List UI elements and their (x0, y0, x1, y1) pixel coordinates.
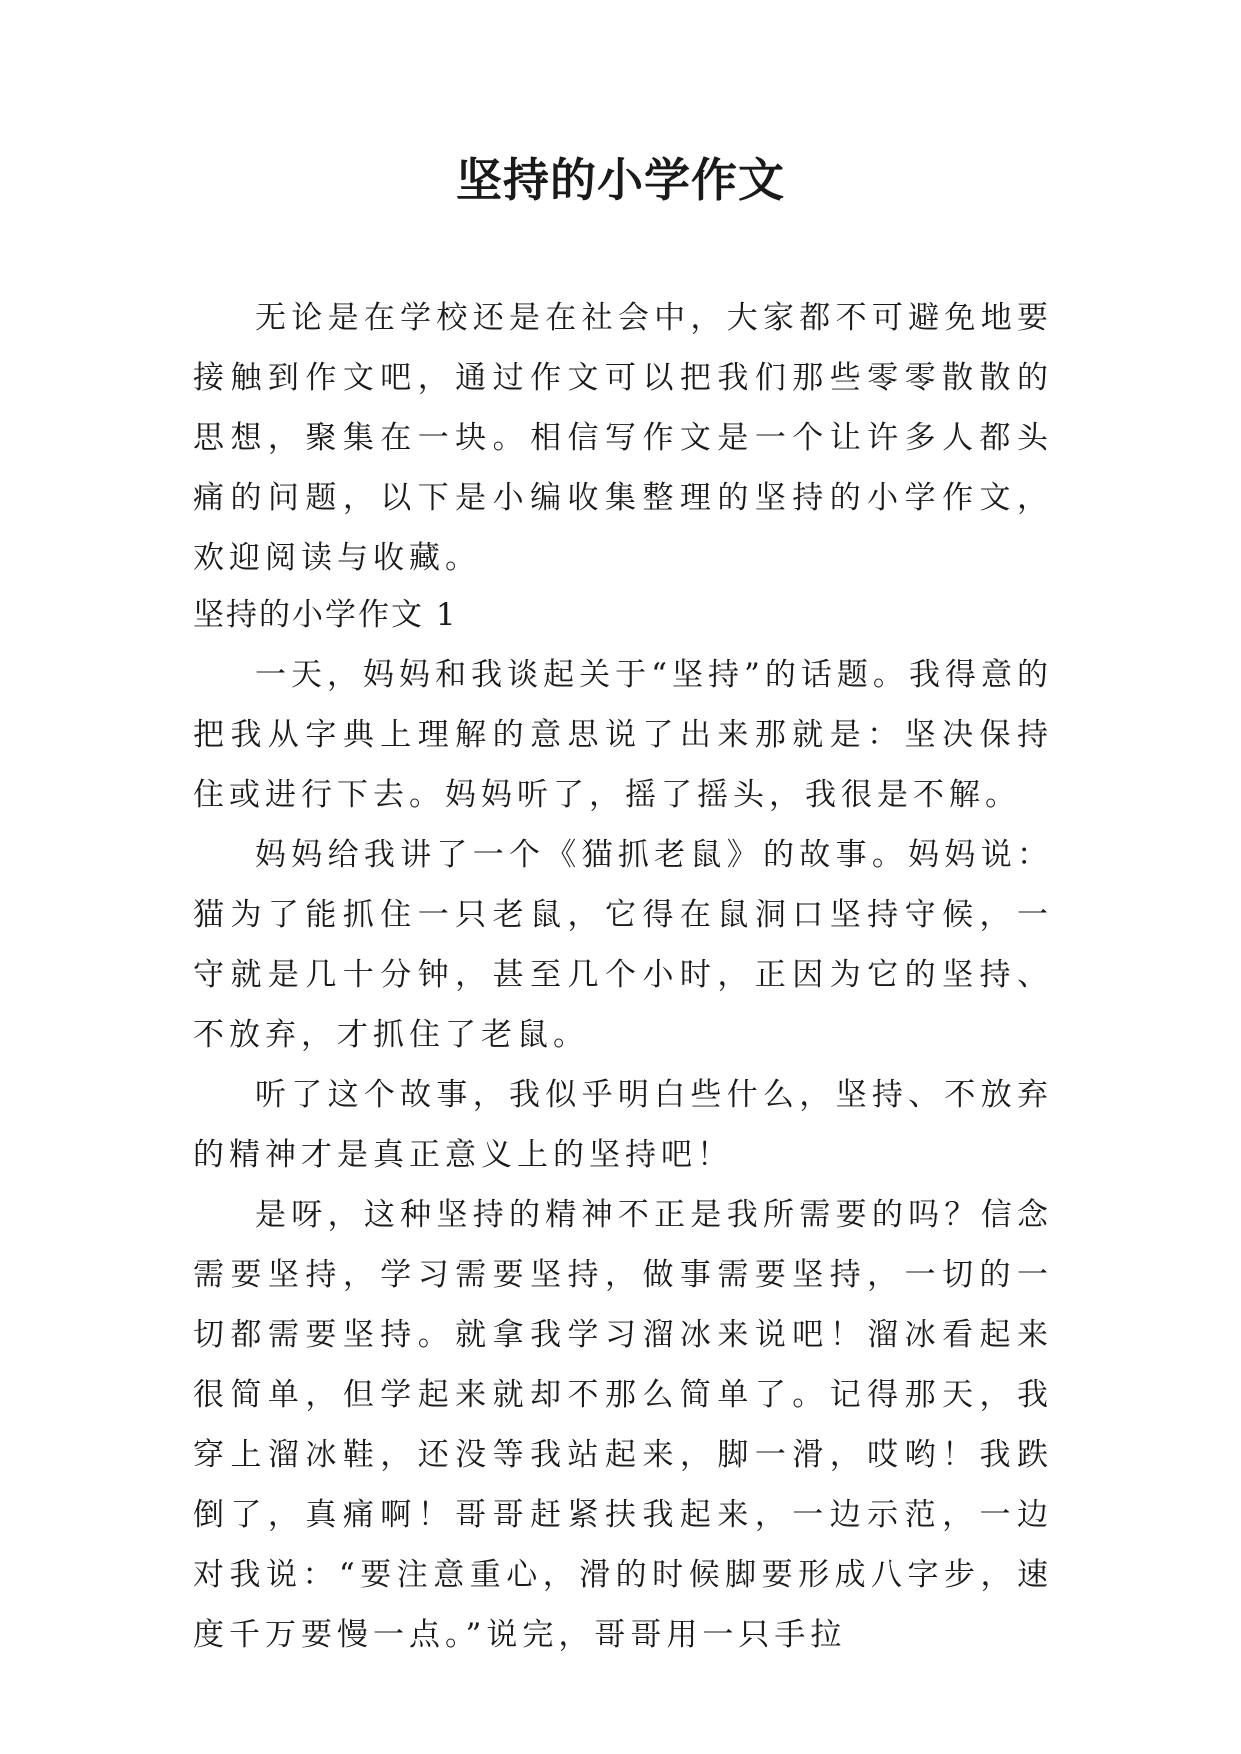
intro-paragraph: 无论是在学校还是在社会中，大家都不可避免地要接触到作文吧，通过作文可以把我们那些零零散散的思想，聚集在一块。相信写作文是一个让许多人都头痛的问题，以下是小编收集整理的坚持的小学作文，欢迎阅读与收藏。 (193, 300, 1053, 576)
essay-paragraph: 听了这个故事，我似乎明白些什么，坚持、不放弃的精神才是真正意义上的坚持吧！ (193, 1077, 1053, 1173)
essay-paragraph: 妈妈给我讲了一个《猫抓老鼠》的故事。妈妈说：猫为了能抓住一只老鼠，它得在鼠洞口坚持守候，一守就是几十分钟，甚至几个小时，正因为它的坚持、不放弃，才抓住了老鼠。 (193, 837, 1053, 1053)
section-heading: 坚持的小学作文 1 (193, 597, 458, 633)
intro-block (193, 288, 1053, 588)
essay-paragraph: 一天，妈妈和我谈起关于“坚持”的话题。我得意的把我从字典上理解的意思说了出来那就是：坚决保持住或进行下去。妈妈听了，摇了摇头，我很是不解。 (193, 657, 1053, 813)
document-title: 坚持的小学作文 (456, 153, 785, 207)
essay-body (193, 585, 1053, 1665)
essay-paragraph: 是呀，这种坚持的精神不正是我所需要的吗？信念需要坚持，学习需要坚持，做事需要坚持，一切的一切都需要坚持。就拿我学习溜冰来说吧！溜冰看起来很简单，但学起来就却不那么简单了。记得那天，我穿上溜冰鞋，还没等我站起来，脚一滑，哎哟！我跌倒了，真痛啊！哥哥赶紧扶我起来，一边示范，一边对我说：“要注意重心，滑的时候脚要形成八字步，速度千万要慢一点。”说完，哥哥用一只手拉 (193, 1197, 1053, 1653)
